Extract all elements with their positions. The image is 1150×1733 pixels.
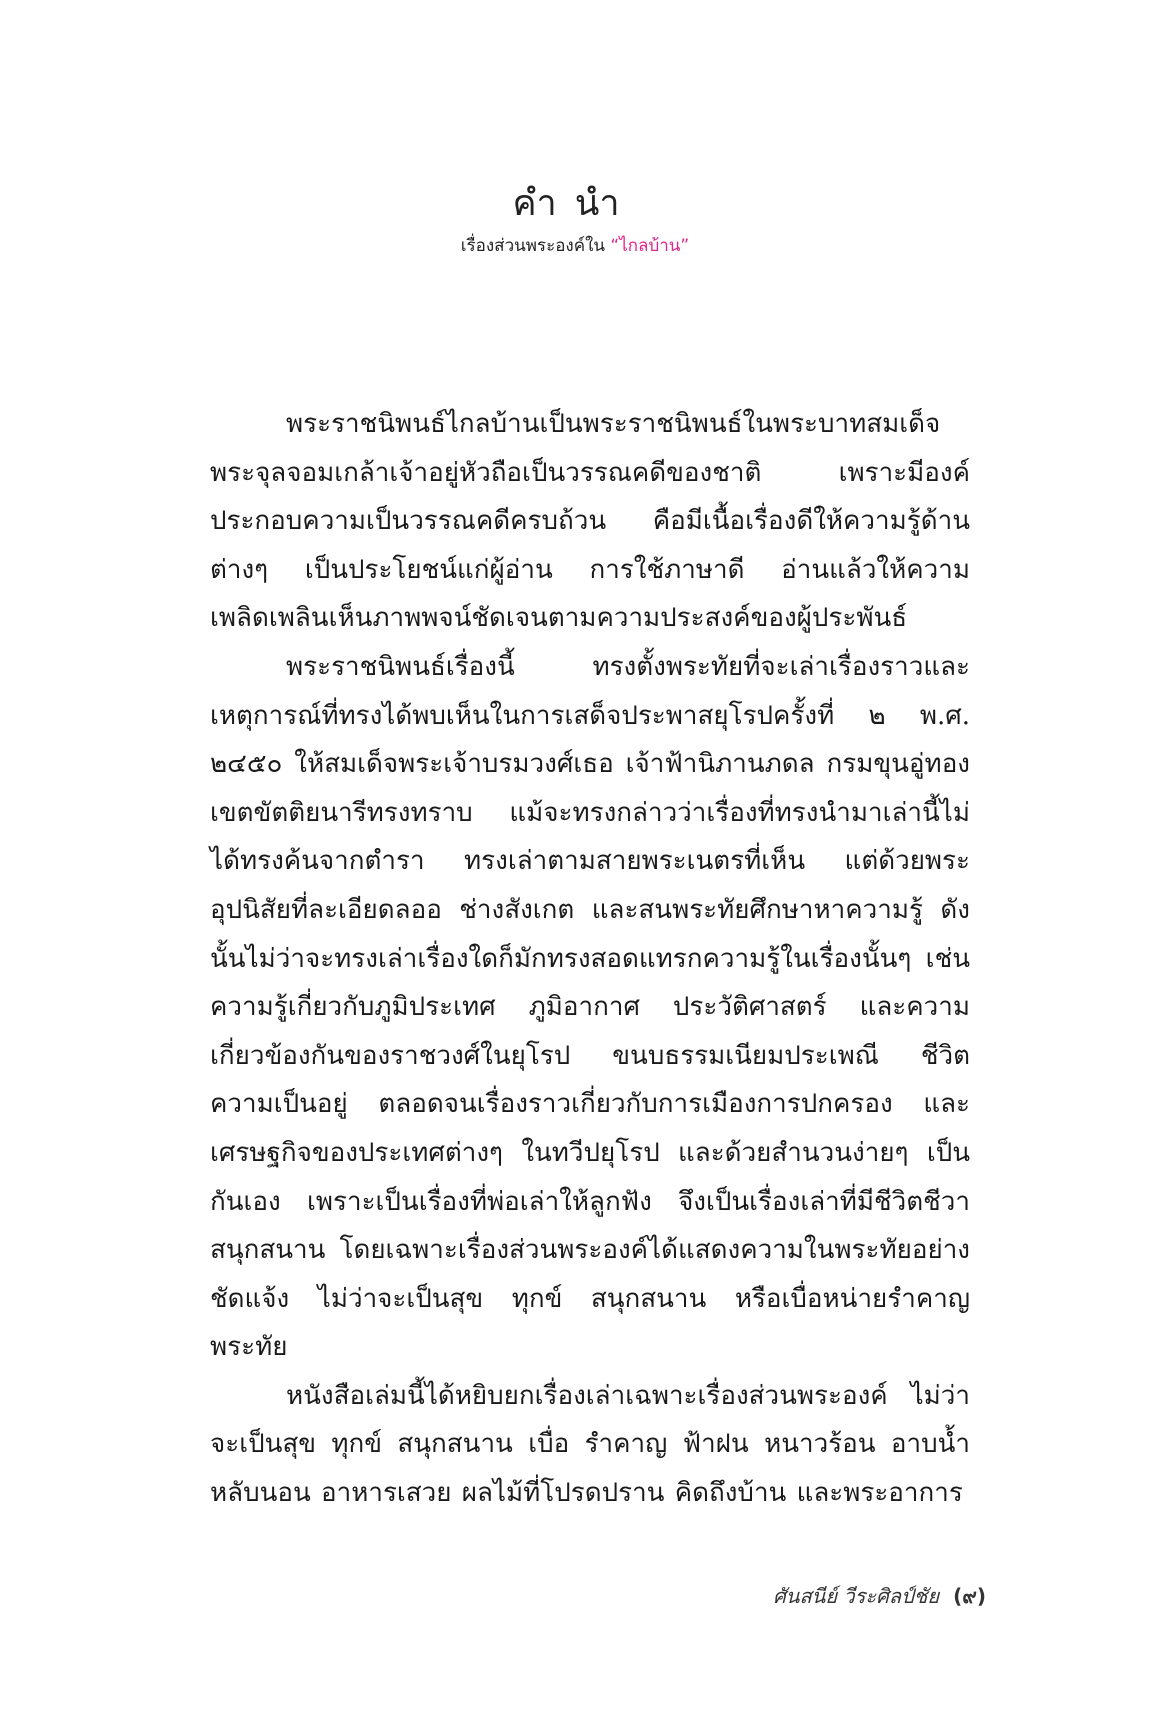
paragraph-1: พระราชนิพนธ์ไกลบ้านเป็นพระราชนิพนธ์ในพระบาทสมเด็จพระจุลจอมเกล้าเจ้าอยู่หัวถือเป็นวรรณคดีของชาติ เพราะมีองค์ประกอบความเป็นวรรณคดีครบถ้วน คือมีเนื้อเรื่องดีให้ความรู้ด้านต่างๆ เป็นประโยชน์แก่ผู้อ่าน การใช้ภาษาดี อ่านแล้วให้ความเพลิดเพลินเห็นภาพพจน์ชัดเจนตามความประสงค์ของผู้ประพันธ์ bbox=[210, 409, 970, 634]
body-text bbox=[210, 400, 970, 1518]
page-subtitle bbox=[0, 234, 1150, 258]
page-footer bbox=[773, 1582, 986, 1610]
subtitle-book-title: “ไกลบ้าน” bbox=[610, 236, 690, 256]
footer-author: ศันสนีย์ วีระศิลป์ชัย bbox=[773, 1584, 940, 1608]
paragraph-2: พระราชนิพนธ์เรื่องนี้ ทรงตั้งพระทัยที่จะเล่าเรื่องราวและเหตุการณ์ที่ทรงได้พบเห็นในการเสด็จประพาสยุโรปครั้งที่ ๒ พ.ศ. ๒๔๕๐ ให้สมเด็จพระเจ้าบรมวงศ์เธอ เจ้าฟ้านิภานภดล กรมขุนอู่ทองเขตขัตติยนารีทรงทราบ แม้จะทรงกล่าวว่าเรื่องที่ทรงนำมาเล่านี้ไม่ได้ทรงค้นจากตำรา ทรงเล่าตามสายพระเนตรที่เห็น แต่ด้วยพระอุปนิสัยที่ละเอียดลออ ช่างสังเกต และสนพระทัยศึกษาหาความรู้ ดังนั้นไม่ว่าจะทรงเล่าเรื่องใดก็มักทรงสอดแทรกความรู้ในเรื่องนั้นๆ เช่น ความรู้เกี่ยวกับภูมิประเทศ ภูมิอากาศ ประวัติศาสตร์ และความเกี่ยวข้องกันของราชวงศ์ในยุโรป ขนบธรรมเนียมประเพณี ชีวิตความเป็นอยู่ ตลอดจนเรื่องราวเกี่ยวกับการเมืองการปกครอง และเศรษฐกิจของประเทศต่างๆ ในทวีปยุโรป และด้วยสำนวนง่ายๆ เป็นกันเอง เพราะเป็นเรื่องที่พ่อเล่าให้ลูกฟัง จึงเป็นเรื่องเล่าที่มีชีวิตชีวาสนุกสนาน โดยเฉพาะเรื่องส่วนพระองค์ได้แสดงความในพระทัยอย่างชัดแจ้ง ไม่ว่าจะเป็นสุข ทุกข์ สนุกสนาน หรือเบื่อหน่ายรำคาญพระทัย bbox=[210, 651, 970, 1363]
page-title: คำนำ bbox=[512, 183, 638, 224]
page-number: (๙) bbox=[953, 1584, 986, 1608]
paragraph-3: หนังสือเล่มนี้ได้หยิบยกเรื่องเล่าเฉพาะเรื่องส่วนพระองค์ ไม่ว่าจะเป็นสุข ทุกข์ สนุกสนาน เบื่อ รำคาญ ฟ้าฝน หนาวร้อน อาบน้ำ หลับนอน อาหารเสวย ผลไม้ที่โปรดปราน คิดถึงบ้าน และพระอาการ bbox=[210, 1380, 970, 1509]
subtitle-text: เรื่องส่วนพระองค์ใน bbox=[460, 236, 611, 256]
